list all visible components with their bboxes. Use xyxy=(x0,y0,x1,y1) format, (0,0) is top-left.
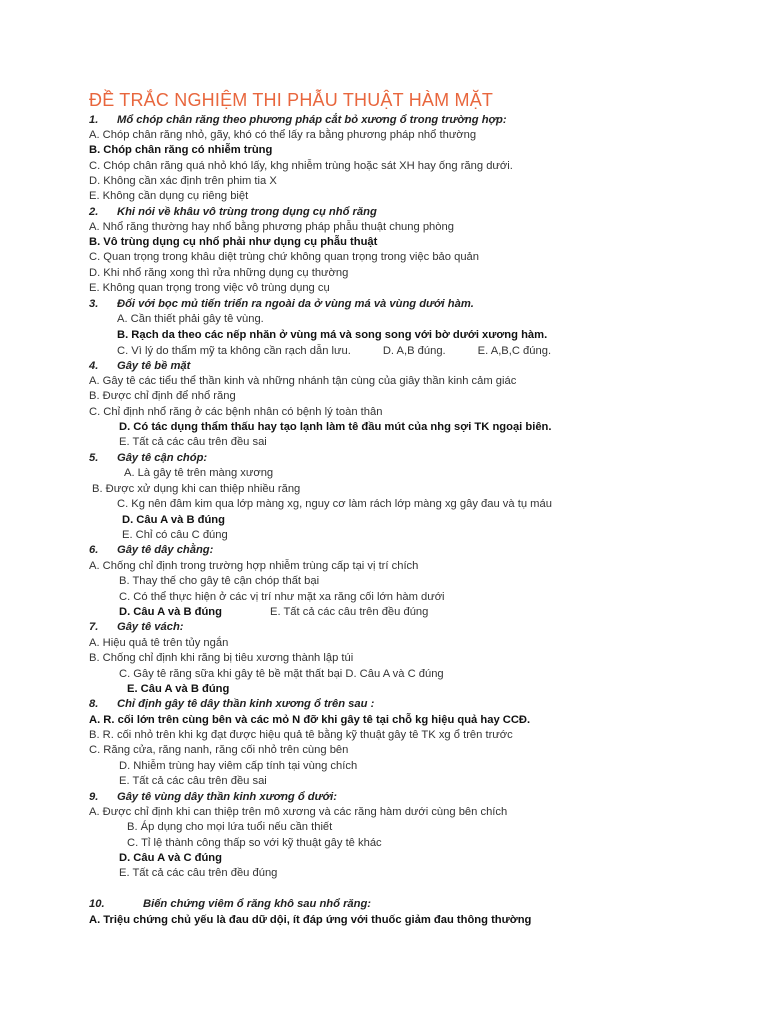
answer-4d: D. Có tác dụng thẩm thấu hay tạo lạnh làm tê đầu mút của nhg sợi TK ngoại biên. xyxy=(119,421,552,433)
question-1 xyxy=(89,113,507,127)
answer-2b: B. Vô trùng dụng cụ nhổ phải như dụng cụ phẫu thuật xyxy=(89,236,378,248)
answer-6d: D. Câu A và B đúng xyxy=(119,606,222,618)
answer-5a: A. Là gây tê trên màng xương xyxy=(124,467,274,479)
question-6 xyxy=(89,543,213,557)
question-number: 1. xyxy=(89,114,99,126)
question-number: 2. xyxy=(89,206,99,218)
question-8 xyxy=(89,697,374,711)
answer-9d: D. Câu A và C đúng xyxy=(119,852,222,864)
answer-2a: A. Nhổ răng thường hay nhổ bằng phương pháp phẫu thuật chung phòng xyxy=(89,221,454,233)
answer-4a: A. Gây tê các tiểu thể thần kinh và những nhánh tận cùng của giây thần kinh cảm giác xyxy=(89,375,517,387)
question-number: 9. xyxy=(89,791,99,803)
document-title: ĐỀ TRẮC NGHIỆM THI PHẪU THUẬT HÀM MẶT xyxy=(89,90,494,110)
question-5 xyxy=(89,451,207,465)
answer-9c: C. Tỉ lệ thành công thấp so với kỹ thuật gây tê khác xyxy=(127,837,382,849)
answer-2d: D. Khi nhổ răng xong thì rửa những dụng cụ thường xyxy=(89,267,349,279)
question-text: Gây tê bề mặt xyxy=(117,360,191,372)
question-9 xyxy=(89,790,337,804)
answer-6a: A. Chống chỉ định trong trường hợp nhiễm trùng cấp tại vị trí chích xyxy=(89,560,419,572)
answer-4b: B. Được chỉ định để nhổ răng xyxy=(89,390,236,402)
answer-4c: C. Chỉ định nhổ răng ở các bệnh nhân có bệnh lý toàn thân xyxy=(89,406,383,418)
question-text: Gây tê dây chằng: xyxy=(117,544,214,556)
question-text: Biến chứng viêm ổ răng khô sau nhổ răng: xyxy=(143,898,372,910)
answer-8d: D. Nhiễm trùng hay viêm cấp tính tại vùng chích xyxy=(119,760,358,772)
answer-7c: C. Gây tê răng sữa khi gây tê bề mặt thất bại D. Câu A và C đúng xyxy=(119,668,444,680)
answer-9e: E. Tất cả các câu trên đều đúng xyxy=(119,867,278,879)
question-number: 10. xyxy=(89,898,105,910)
answer-7e: E. Câu A và B đúng xyxy=(127,683,230,695)
answer-1d: D. Không cần xác định trên phim tia X xyxy=(89,175,277,187)
question-number: 6. xyxy=(89,544,99,556)
answer-5e: E. Chỉ có câu C đúng xyxy=(122,529,228,541)
question-number: 8. xyxy=(89,698,99,710)
question-10 xyxy=(89,897,371,911)
answer-7a: A. Hiệu quả tê trên tủy ngắn xyxy=(89,637,229,649)
answer-7b: B. Chống chỉ định khi răng bị tiêu xương thành lập túi xyxy=(89,652,354,664)
answer-3d: D. A,B đúng. xyxy=(382,345,446,357)
answer-8a: A. R. cối lớn trên cùng bên và các mỏ N đỡ khi gây tê tại chỗ kg hiệu quả hay CCĐ. xyxy=(89,714,531,726)
question-7 xyxy=(89,620,184,634)
answer-1a: A. Chóp chân răng nhỏ, gãy, khó có thể lấy ra bằng phương pháp nhổ thường xyxy=(89,129,477,141)
question-3 xyxy=(89,297,474,311)
answer-3a: A. Cần thiết phải gây tê vùng. xyxy=(117,313,264,325)
answer-5c: C. Kg nên đâm kim qua lớp màng xg, nguy cơ làm rách lớp màng xg gây đau và tụ máu xyxy=(117,498,552,510)
answer-4e: E. Tất cả các câu trên đều sai xyxy=(119,436,267,448)
answer-9b: B. Áp dụng cho mọi lứa tuổi nếu cần thiết xyxy=(127,821,333,833)
answer-6c: C. Có thể thực hiện ở các vị trí như mặt xa răng cối lớn hàm dưới xyxy=(119,591,445,603)
question-text: Mổ chóp chân răng theo phương pháp cắt bỏ xương ổ trong trường hợp: xyxy=(117,114,507,126)
question-text: Khi nói về khâu vô trùng trong dụng cụ nhổ răng xyxy=(117,206,377,218)
answer-5b: B. Được xử dụng khi can thiệp nhiều răng xyxy=(92,483,301,495)
question-2 xyxy=(89,205,377,219)
answer-6b: B. Thay thế cho gây tê cận chóp thất bại xyxy=(119,575,320,587)
question-text: Gây tê vùng dây thần kinh xương ổ dưới: xyxy=(117,791,337,803)
answer-3b: B. Rạch da theo các nếp nhăn ở vùng má và song song với bờ dưới xương hàm. xyxy=(117,329,548,341)
question-text: Chỉ định gây tê dây thần kinh xương ổ trên sau : xyxy=(117,698,375,710)
answer-3e: E. A,B,C đúng. xyxy=(477,345,552,357)
question-text: Gây tê cận chóp: xyxy=(117,452,208,464)
answer-8c: C. Răng cửa, răng nanh, răng cối nhỏ trên cùng bên xyxy=(89,744,349,756)
answer-2e: E. Không quan trọng trong việc vô trùng dụng cụ xyxy=(89,282,330,294)
question-number: 7. xyxy=(89,621,99,633)
answer-9a: A. Được chỉ định khi can thiệp trên mô xương và các răng hàm dưới cùng bên chích xyxy=(89,806,508,818)
answer-8b: B. R. cối nhỏ trên khi kg đạt được hiệu quả tê bằng kỹ thuật gây tê TK xg ổ trên trước xyxy=(89,729,513,741)
question-number: 4. xyxy=(89,360,99,372)
answer-8e: E. Tất cả các câu trên đều sai xyxy=(119,775,267,787)
question-4 xyxy=(89,359,190,373)
answer-10a: A. Triệu chứng chủ yếu là đau dữ dội, ít đáp ứng với thuốc giảm đau thông thường xyxy=(89,914,532,926)
answer-2c: C. Quan trọng trong khâu diệt trùng chứ không quan trọng trong việc bảo quản xyxy=(89,251,479,263)
answer-1c: C. Chóp chân răng quá nhỏ khó lấy, khg nhiễm trùng hoặc sát XH hay ống răng dưới. xyxy=(89,160,513,172)
answer-5d: D. Câu A và B đúng xyxy=(122,514,225,526)
question-text: Gây tê vách: xyxy=(117,621,184,633)
answer-6e: E. Tất cả các câu trên đều đúng xyxy=(269,606,429,618)
answer-3c: C. Vì lý do thẩm mỹ ta không cần rạch dẫn lưu. xyxy=(117,345,351,357)
answer-6d-row xyxy=(119,605,428,619)
question-text: Đối với bọc mủ tiến triển ra ngoài da ở vùng má và vùng dưới hàm. xyxy=(117,298,474,310)
question-number: 5. xyxy=(89,452,99,464)
answer-1e: E. Không cần dụng cụ riêng biệt xyxy=(89,190,249,202)
answer-1b: B. Chóp chân răng có nhiễm trùng xyxy=(89,144,273,156)
answer-3c-row xyxy=(117,344,551,358)
question-number: 3. xyxy=(89,298,99,310)
